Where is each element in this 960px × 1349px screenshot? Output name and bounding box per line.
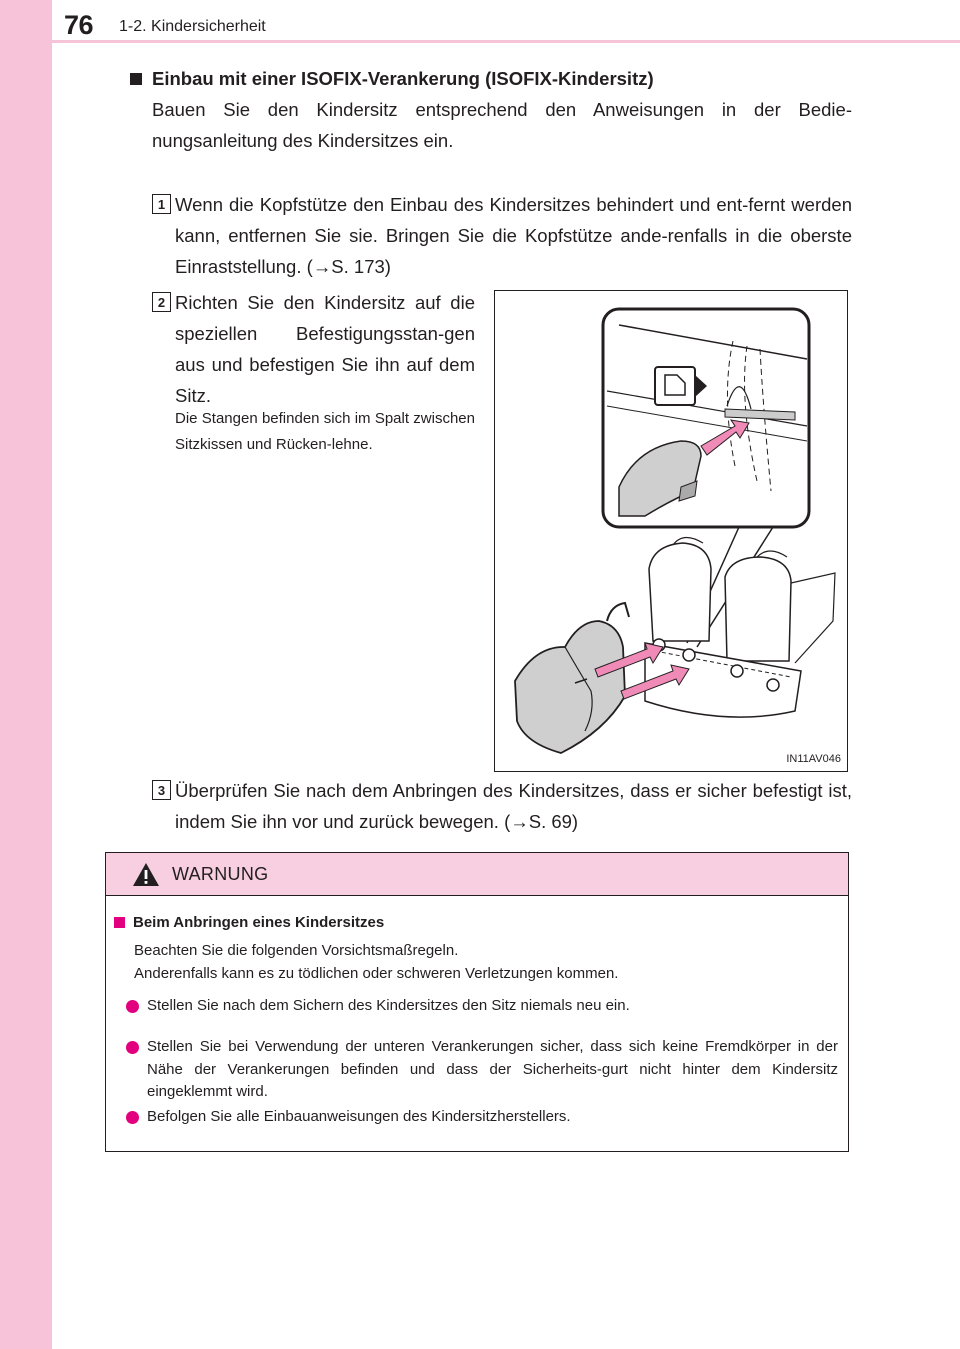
- section-title: [130, 68, 654, 90]
- child-seat: [515, 603, 629, 753]
- rear-seat: [645, 537, 835, 717]
- warning-bullet-text: Stellen Sie bei Verwendung der unteren Verankerungen sicher, dass sich keine Fremdkörper in der Nähe der Verankerungen befinden und dass der Sicherheits-gurt nicht hinter dem Kindersitz eingeklemmt wird.: [147, 1038, 838, 1100]
- pink-dot-bullet-icon: [126, 1000, 139, 1013]
- section-title-text: Einbau mit einer ISOFIX-Verankerung (ISOFIX-Kindersitz): [152, 68, 654, 89]
- warning-bullet-3: [126, 1106, 838, 1129]
- page-side-tab: [0, 0, 52, 1349]
- warning-bullet-2: [126, 1036, 838, 1104]
- warning-bullet-text: Stellen Sie nach dem Sichern des Kindersitzes den Sitz niemals neu ein.: [147, 997, 630, 1014]
- section-header: 1-2. Kindersicherheit: [119, 18, 266, 35]
- warning-intro: [134, 940, 834, 985]
- warning-subtitle-text: Beim Anbringen eines Kindersitzes: [133, 914, 385, 931]
- step-3-text: Überprüfen Sie nach dem Anbringen des Kindersitzes, dass er sicher befestigt ist, indem Sie ihn vor und zurück bewegen. (→S. 69): [175, 780, 852, 832]
- header-rule: [52, 40, 960, 43]
- warning-bullet-text: Befolgen Sie alle Einbauanweisungen des Kindersitzherstellers.: [147, 1108, 571, 1125]
- step-2-text: Richten Sie den Kindersitz auf die speziellen Befestigungsstan-gen aus und befestigen Sie ihn auf dem Sitz.: [175, 292, 475, 406]
- pink-dot-bullet-icon: [126, 1041, 139, 1054]
- warning-intro-line-2: Anderenfalls kann es zu tödlichen oder schweren Verletzungen kommen.: [134, 964, 619, 982]
- step-number-3: 3: [152, 780, 171, 800]
- page-number: 76: [64, 10, 94, 40]
- detail-inset: [603, 309, 809, 527]
- step-number-1: 1: [152, 194, 171, 214]
- step-1-text: Wenn die Kopfstütze den Einbau des Kindersitzes behindert und ent-fernt werden kann, entfernen Sie sie. Bringen Sie die Kopfstütze ande-renfalls in die oberste Einraststellung. (→S. 173): [175, 194, 852, 277]
- warning-bullet-1: [126, 995, 838, 1018]
- warning-header: [106, 853, 848, 896]
- pink-square-bullet-icon: [114, 917, 125, 928]
- figure-id: IN11AV046: [786, 753, 841, 765]
- isofix-illustration: [494, 290, 848, 772]
- square-bullet-icon: [130, 73, 142, 85]
- isofix-seat-illustration: [495, 291, 847, 771]
- step-2-note: Die Stangen befinden sich im Spalt zwischen Sitzkissen und Rücken-lehne.: [175, 410, 475, 453]
- step-number-2: 2: [152, 292, 171, 312]
- warning-title: WARNUNG: [172, 863, 269, 884]
- pink-dot-bullet-icon: [126, 1111, 139, 1124]
- warning-triangle-icon: [132, 862, 160, 887]
- section-intro: Bauen Sie den Kindersitz entsprechend den Anweisungen in der Bedie-nungsanleitung des Kindersitzes ein.: [152, 99, 852, 151]
- warning-intro-line-1: Beachten Sie die folgenden Vorsichtsmaßregeln.: [134, 942, 459, 959]
- warning-box: [105, 852, 849, 1152]
- warning-subtitle: [114, 914, 384, 931]
